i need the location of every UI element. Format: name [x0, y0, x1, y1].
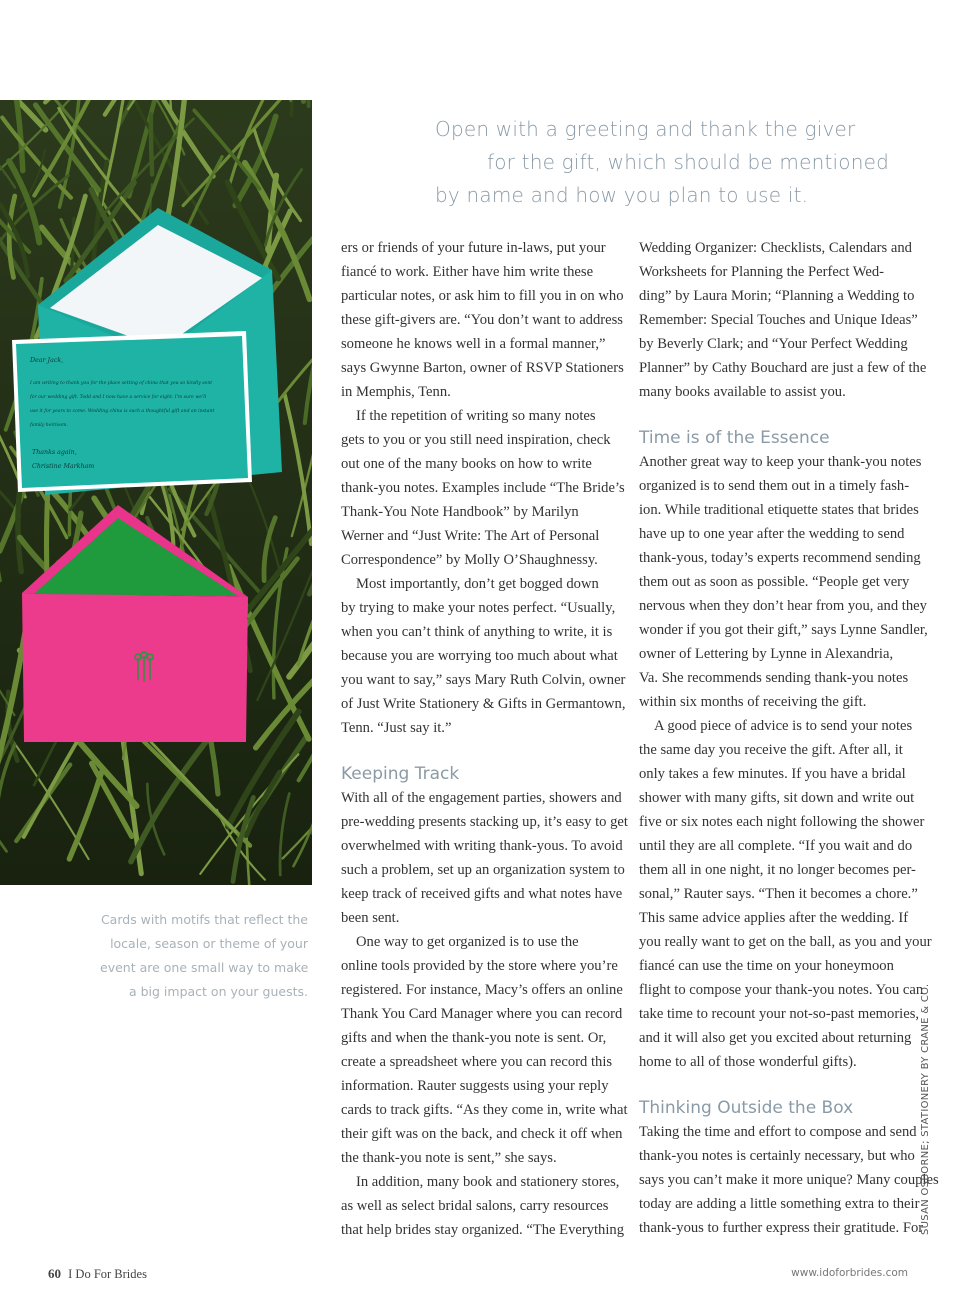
article-text-line: five or six notes each night following the shower	[639, 814, 925, 830]
pull-quote-line: for the gift, which should be mentioned	[487, 150, 890, 174]
article-text-line: them all in one night, it no longer becomes per-	[639, 862, 916, 878]
article-text-line: that help brides stay organized. “The Everything	[341, 1222, 625, 1238]
caption-line: Cards with motifs that reflect the	[100, 912, 308, 927]
article-text-line: Another great way to keep your thank-you notes	[639, 454, 922, 470]
article-text-line: In addition, many book and stationery stores,	[356, 1174, 620, 1190]
article-text-line: by trying to make your notes perfect. “Usually,	[341, 600, 616, 616]
article-text-line: within six months of receiving the gift.	[639, 694, 867, 710]
article-text-line: gifts and when the thank-you note is sent. Or,	[341, 1030, 607, 1046]
article-text-line: as well as select bridal salons, carry resources	[341, 1198, 609, 1214]
article-text-line: been sent.	[341, 910, 400, 926]
card-line: Thanks again,	[32, 449, 77, 456]
page-footer-left	[48, 1266, 147, 1282]
article-text-line: Va. She recommends sending thank-you notes	[639, 670, 909, 686]
article-text-line: Planner” by Cathy Bouchard are just a few of the	[639, 360, 927, 376]
article-text-line: particular notes, or ask him to fill you in on who	[341, 288, 624, 304]
section-heading: Time is of the Essence	[639, 428, 830, 448]
article-text-line: keep track of received gifts and what notes have	[341, 886, 623, 902]
article-text-line: ding” by Laura Morin; “Planning a Wedding to	[639, 288, 915, 304]
article-text-line: Correspondence” by Molly O’Shaughnessy.	[341, 552, 598, 568]
section-heading: Keeping Track	[341, 764, 460, 784]
pull-quote-line: Open with a greeting and thank the giver	[435, 117, 856, 141]
article-text-line: of Just Write Stationery & Gifts in Germantown,	[341, 696, 626, 712]
article-text-line: A good piece of advice is to send your notes	[654, 718, 913, 734]
article-text-line: fiancé can use the time on your honeymoon	[639, 958, 894, 974]
card-line: I am writing to thank you for the place setting of china that you so kindly sent	[30, 381, 213, 386]
page-number: 60	[48, 1266, 61, 1281]
photo-illustration	[0, 100, 312, 885]
article-text-line: With all of the engagement parties, showers and	[341, 790, 622, 806]
article-text-line: Tenn. “Just say it.”	[341, 720, 452, 736]
article-text-line: thank-you notes. Examples include “The Bride’s	[341, 480, 625, 496]
article-text-line: their gift was on the back, and check it off when	[341, 1126, 623, 1142]
article-text-line: pre-wedding presents stacking up, it’s easy to get	[341, 814, 628, 830]
article-text-line: owner of Lettering by Lynne in Alexandria,	[639, 646, 894, 662]
article-text-line: ers or friends of your future in-laws, put your	[341, 240, 606, 256]
caption-line: event are one small way to make	[100, 960, 309, 975]
stationery-photo	[0, 100, 312, 885]
article-text-line: the thank-you note is sent,” she says.	[341, 1150, 557, 1166]
article-text-line: home to all of those wonderful gifts).	[639, 1054, 857, 1070]
article-text-line: If the repetition of writing so many notes	[356, 408, 596, 424]
card-line: use it for years to come. Wedding china is such a thoughtful gift and an instant	[30, 409, 215, 414]
pull-quote	[435, 113, 915, 212]
article-text-line: cards to track gifts. “As they come in, write what	[341, 1102, 628, 1118]
magazine-name: I Do For Brides	[68, 1267, 147, 1281]
article-text-line: such a problem, set up an organization system to	[341, 862, 625, 878]
article-text-line: wonder if you got their gift,” says Lynne Sandler,	[639, 622, 928, 638]
website-url: www.idoforbrides.com	[791, 1267, 908, 1279]
article-text-line: because you are worrying too much about what	[341, 648, 618, 664]
article-text-line: says you can’t make it more unique? Many couples	[639, 1172, 939, 1188]
article-text-line: flight to compose your thank-you notes. You can	[639, 982, 924, 998]
article-text-line: these gift-givers are. “You don’t want to address	[341, 312, 623, 328]
section-heading: Thinking Outside the Box	[639, 1098, 854, 1118]
article-text-line: overwhelmed with writing thank-yous. To avoid	[341, 838, 623, 854]
article-text-line: shower with many gifts, sit down and write out	[639, 790, 915, 806]
article-text-line: Remember: Special Touches and Unique Ideas”	[639, 312, 918, 328]
article-text-line: This same advice applies after the wedding. If	[639, 910, 909, 926]
article-text-line: thank-yous, today’s experts recommend sending	[639, 550, 921, 566]
article-text-line: many books available to assist you.	[639, 384, 846, 400]
article-text-line: gets to you or you still need inspiration, check	[341, 432, 611, 448]
article-text-line: Worksheets for Planning the Perfect Wed-	[639, 264, 885, 280]
article-text-line: someone he knows well in a formal manner,”	[341, 336, 606, 352]
pull-quote-line: by name and how you plan to use it.	[435, 183, 809, 207]
article-text-line: Taking the time and effort to compose and send	[639, 1124, 917, 1140]
article-text-line: sonal,” Rauter says. “Then it becomes a chore.”	[639, 886, 918, 902]
article-text-line: until they are all complete. “If you wait and do	[639, 838, 913, 854]
article-text-line: only takes a few minutes. If you have a bridal	[639, 766, 906, 782]
article-text-line: nervous when they don’t hear from you, and they	[639, 598, 927, 614]
article-text-line: today are adding a little something extra to their	[639, 1196, 920, 1212]
article-text-line: thank-yous to further express their gratitude. For	[639, 1220, 924, 1236]
article-text-line: information. Rauter suggests using your reply	[341, 1078, 609, 1094]
article-text-line: in Memphis, Tenn.	[341, 384, 451, 400]
article-text-line: ion. While traditional etiquette states that brides	[639, 502, 919, 518]
section-spacer	[639, 404, 923, 426]
section-spacer	[639, 1074, 923, 1096]
grass-blade	[151, 114, 152, 174]
article-text-line: fiancé to work. Either have him write these	[341, 264, 594, 280]
article-text-line: you want to say,” says Mary Ruth Colvin, owner	[341, 672, 626, 688]
thank-you-card	[12, 331, 252, 492]
article-text-line: One way to get organized is to use the	[356, 934, 579, 950]
article-text-line: registered. For instance, Macy’s offers an online	[341, 982, 623, 998]
card-line: Dear Jack,	[30, 357, 64, 364]
article-text-line: Thank You Card Manager where you can record	[341, 1006, 623, 1022]
article-text-line: have up to one year after the wedding to send	[639, 526, 905, 542]
article-text-line: them out as soon as possible. “People get very	[639, 574, 910, 590]
photo-caption	[100, 908, 308, 1004]
article-text-line: Thank-You Note Handbook” by Marilyn	[341, 504, 579, 520]
article-text-line: you really want to get on the ball, as you and your	[639, 934, 932, 950]
article-text-line: organized is to send them out in a timely fash-	[639, 478, 910, 494]
article-text-line: by Beverly Clark; and “Your Perfect Wedding	[639, 336, 908, 352]
section-spacer	[341, 740, 625, 762]
article-text-line: Most importantly, don’t get bogged down	[356, 576, 599, 592]
article-text-line: Wedding Organizer: Checklists, Calendars and	[639, 240, 912, 256]
article-text-line: Werner and “Just Write: The Art of Personal	[341, 528, 600, 544]
photo-credit: SUSAN OSBORNE; STATIONERY BY CRANE & CO.	[920, 983, 931, 1235]
article-text-line: when you can’t think of anything to write, it is	[341, 624, 613, 640]
article-text-line: thank-you notes is certainly necessary, but who	[639, 1148, 915, 1164]
article-text-line: out one of the many books on how to write	[341, 456, 592, 472]
article-text-line: create a spreadsheet where you can record this	[341, 1054, 613, 1070]
article-text-line: and it will also get you excited about returning	[639, 1030, 912, 1046]
caption-line: locale, season or theme of your	[110, 936, 308, 951]
caption-line: a big impact on your guests.	[128, 984, 308, 999]
card-line: for our wedding gift. Todd and I now have a service for eight. I'm sure we'll	[30, 395, 207, 400]
article-text-line: the same day you receive the gift. After all, it	[639, 742, 903, 758]
card-line: Christine Markham	[32, 463, 95, 470]
article-text-line: online tools provided by the store where you’re	[341, 958, 618, 974]
article-text-line: says Gwynne Barton, owner of RSVP Stationers	[341, 360, 624, 376]
card-line: family heirloom.	[30, 423, 68, 428]
article-text-line: take time to recount your not-so-past memories,	[639, 1006, 920, 1022]
article-column-1	[341, 236, 628, 1242]
